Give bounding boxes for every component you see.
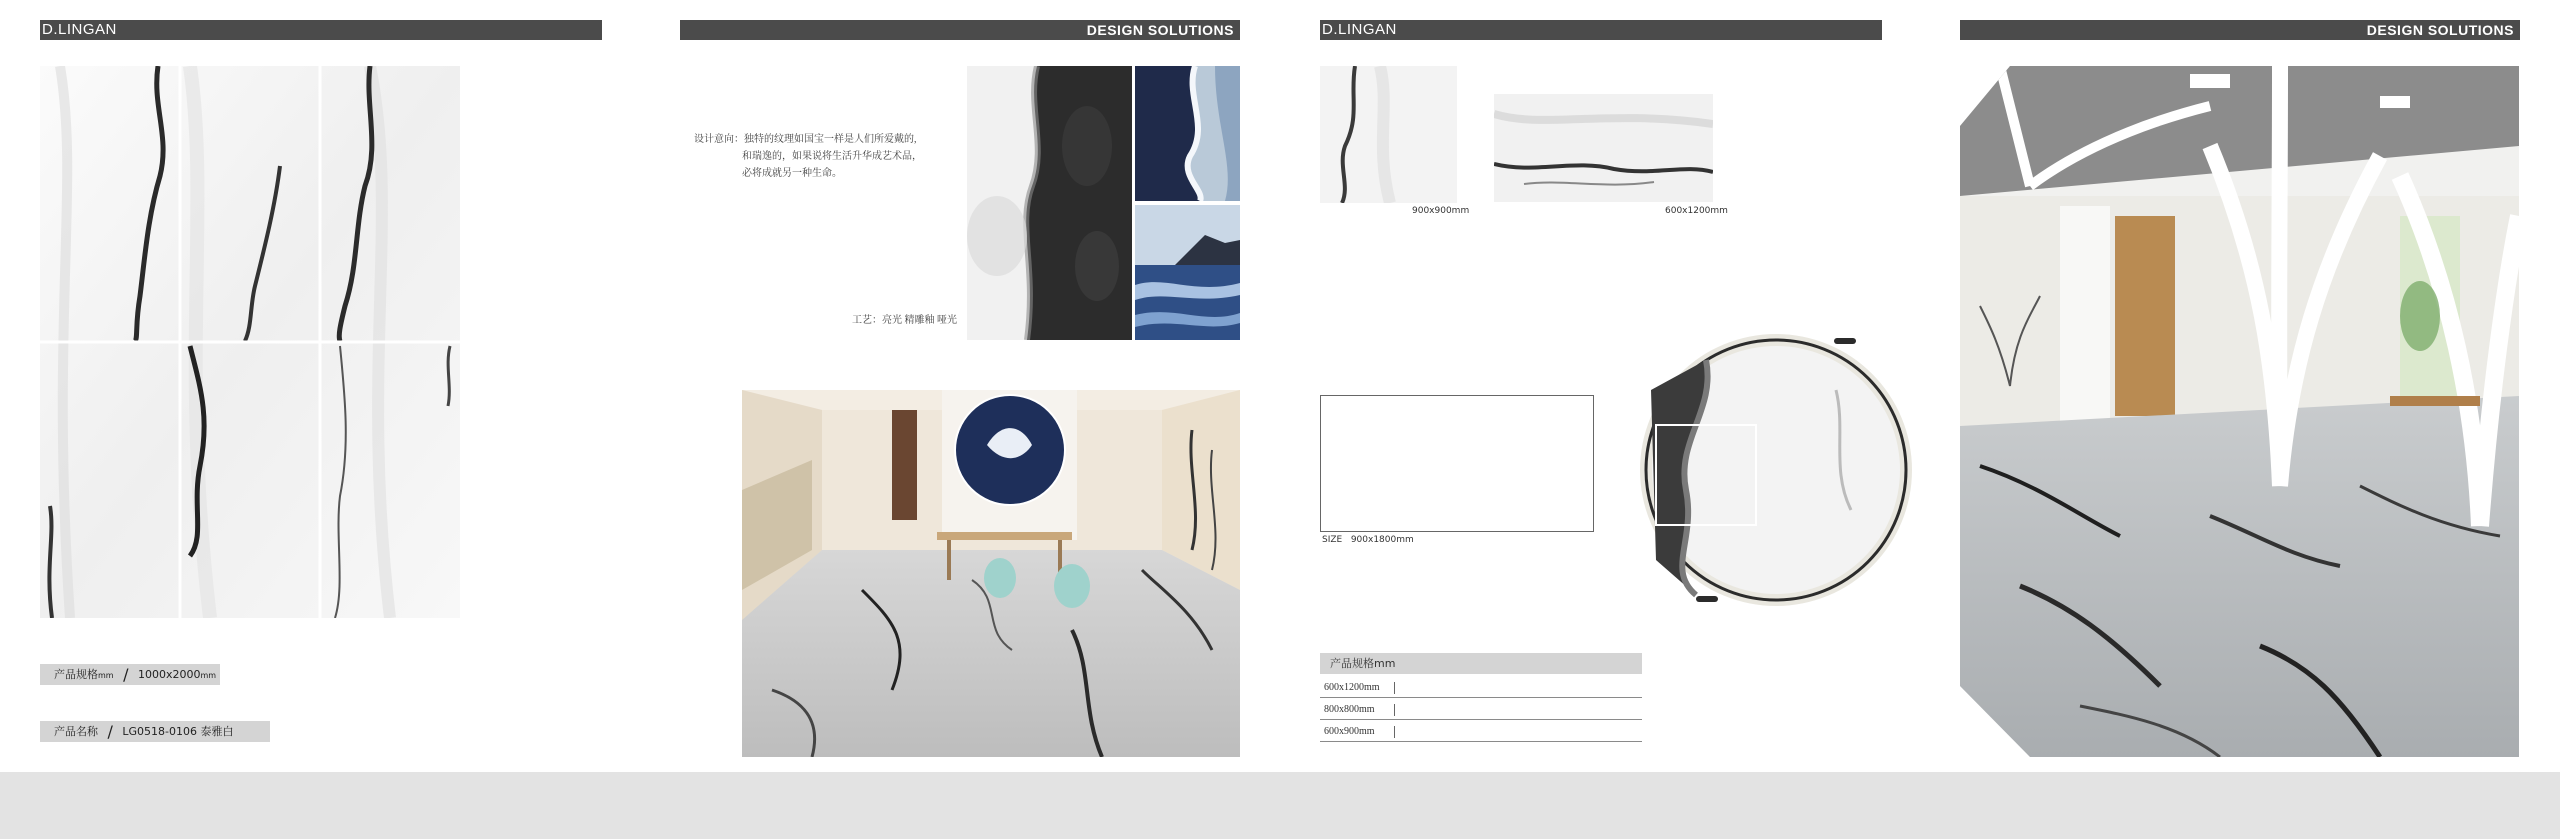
spec-row-value: 800x800mm	[1324, 704, 1375, 715]
spec-row-divider	[1394, 682, 1395, 694]
craft-text: 工艺：亮光 精雕釉 哑光	[852, 315, 957, 326]
spec-row	[1320, 700, 1642, 720]
page1-name-label: 产品名称	[54, 725, 98, 738]
round-marble-tray-image	[1636, 330, 1916, 610]
ocean-wave-image	[1135, 66, 1240, 201]
tile-600x1200-image	[1494, 94, 1713, 202]
page1-header-bar	[40, 20, 602, 40]
design-intent-line-3: 必将成就另一种生命。	[742, 168, 842, 179]
spec-row-value: 600x1200mm	[1324, 682, 1380, 693]
design-intent-line-2: 和瑞逸的，如果说将生活升华成艺术品，	[742, 151, 922, 162]
size-label: SIZE	[1322, 535, 1343, 545]
interior-room-image	[742, 390, 1240, 757]
page1-brand: D.LINGAN	[42, 21, 117, 38]
page4-header-bar	[1960, 20, 2520, 40]
page1-spec-label-box	[40, 664, 220, 685]
page2-header: DESIGN SOLUTIONS	[1086, 22, 1234, 38]
spec-row	[1320, 722, 1642, 742]
page1-spec-value: 1000x2000	[137, 668, 201, 681]
tile-900x900-image	[1320, 66, 1457, 203]
marble-closeup-image	[967, 66, 1132, 340]
page1-tile-grid	[40, 66, 460, 618]
marble-tile-grid-image	[40, 66, 460, 618]
design-intent-text	[694, 131, 974, 182]
page3-spec-header	[1320, 653, 1642, 674]
page1-spec-label: 产品规格	[54, 668, 98, 681]
size-outline-box	[1320, 395, 1594, 532]
page3-brand: D.LINGAN	[1322, 21, 1397, 38]
spec-row	[1320, 678, 1642, 698]
size-value: 900x1800mm	[1350, 535, 1414, 545]
size-caption	[1322, 535, 1414, 545]
tile1-size-label: 900x900mm	[1412, 206, 1470, 216]
page1-spec-unit: mm	[98, 671, 114, 680]
lobby-interior-image	[1960, 66, 2519, 757]
spec-row-value: 600x900mm	[1324, 726, 1375, 737]
ocean-landscape-image	[1135, 205, 1240, 340]
slash-divider: /	[107, 722, 113, 741]
spec-row-divider	[1394, 726, 1395, 738]
spec-row-divider	[1394, 704, 1395, 716]
page3-header-bar	[1320, 20, 1882, 40]
design-intent-line-1: 设计意向：独特的纹理如国宝一样是人们所爱戴的,	[694, 134, 917, 145]
slash-divider: /	[123, 665, 129, 684]
page2-header-bar	[680, 20, 1240, 40]
page1-spec-value-unit: mm	[200, 671, 217, 680]
tile2-size-label: 600x1200mm	[1665, 206, 1728, 216]
page3-spec-header-text: 产品规格mm	[1330, 657, 1396, 670]
page1-name-label-box	[40, 721, 270, 742]
page4-header: DESIGN SOLUTIONS	[2366, 22, 2514, 38]
page1-name-value: LG0518-0106 泰雅白	[122, 725, 234, 738]
